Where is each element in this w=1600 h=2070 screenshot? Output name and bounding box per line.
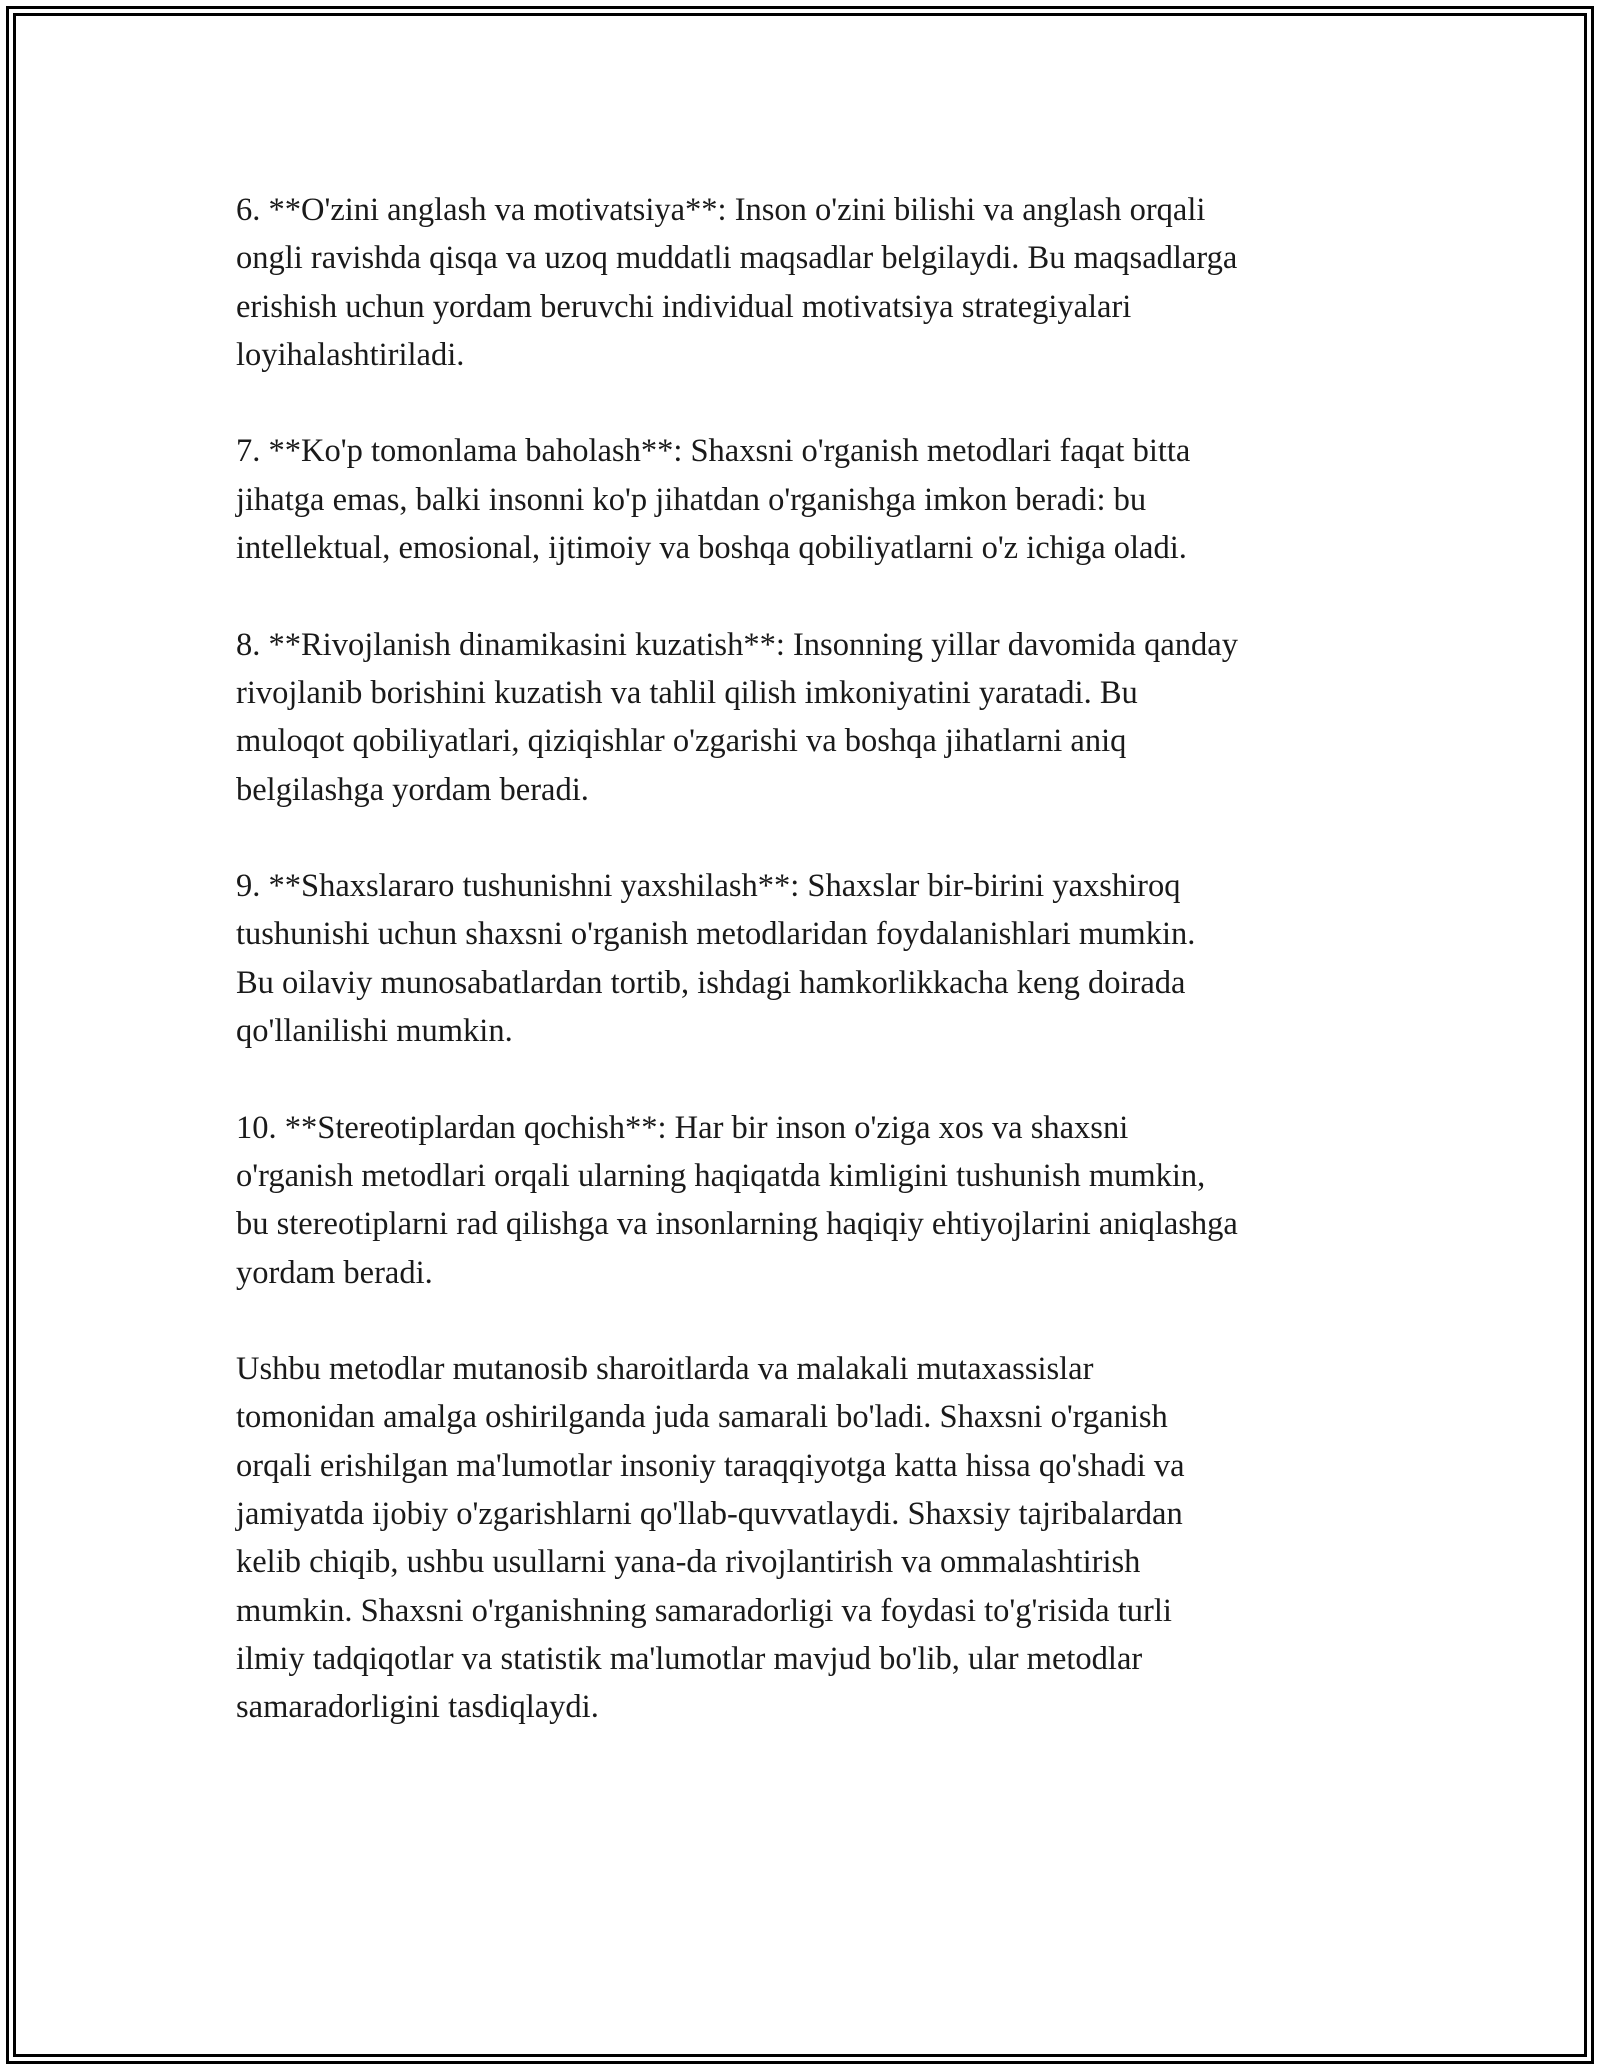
paragraph-conclusion: Ushbu metodlar mutanosib sharoitlarda va malakali mutaxassislar tomonidan amalga oshirilganda juda samarali bo'ladi. Shaxsni o'rganish orqali erishilgan ma'lumotlar insoniy taraqqiyotga katta hissa qo'shadi va jamiyatda ijobiy o'zgarishlarni qo'llab-quvvatlaydi. Shaxsiy tajribalardan kelib chiqib, ushbu usullarni yana-da rivojlantirish va ommalashtirish mumkin. Shaxsni o'rganishning samaradorligi va foydasi to'g'risida turli ilmiy tadqiqotlar va statistik ma'lumotlar mavjud bo'lib, ular metodlar samaradorligini tasdiqlaydi. — [236, 1351, 1185, 1726]
paragraph-item-10: 10. **Stereotiplardan qochish**: Har bir inson o'ziga xos va shaxsni o'rganish metodlari orqali ularning haqiqatda kimligini tushunish mumkin, bu stereotiplarni rad qilishga va insonlarning haqiqiy ehtiyojlarini aniqlashga yordam beradi. — [236, 1109, 1238, 1291]
paragraph-item-6: 6. **O'zini anglash va motivatsiya**: Inson o'zini bilishi va anglash orqali ongli ravishda qisqa va uzoq muddatli maqsadlar belgilaydi. Bu maqsadlarga erishish uchun yordam beruvchi individual motivatsiya strategiyalari loyihalashtiriladi. — [236, 192, 1238, 373]
paragraph-item-8: 8. **Rivojlanish dinamikasini kuzatish**: Insonning yillar davomida qanday rivojlanib borishini kuzatish va tahlil qilish imkoniyatini yaratadi. Bu muloqot qobiliyatlari, qiziqishlar o'zgarishi va boshqa jihatlarni aniq belgilashga yordam beradi. — [236, 626, 1238, 808]
paragraph-item-9: 9. **Shaxslararo tushunishni yaxshilash**: Shaxslar bir-birini yaxshiroq tushunishi uchun shaxsni o'rganish metodlaridan foydalanishlari mumkin. Bu oilaviy munosabatlardan tortib, ishdagi hamkorlikkacha keng doirada qo'llanilishi mumkin. — [236, 868, 1196, 1050]
document-body — [236, 186, 1386, 1780]
paragraph-item-7: 7. **Ko'p tomonlama baholash**: Shaxsni o'rganish metodlari faqat bitta jihatga emas, balki insonni ko'p jihatdan o'rganishga imkon beradi: bu intellektual, emosional, ijtimoiy va boshqa qobiliyatlarni o'z ichiga oladi. — [236, 433, 1191, 567]
